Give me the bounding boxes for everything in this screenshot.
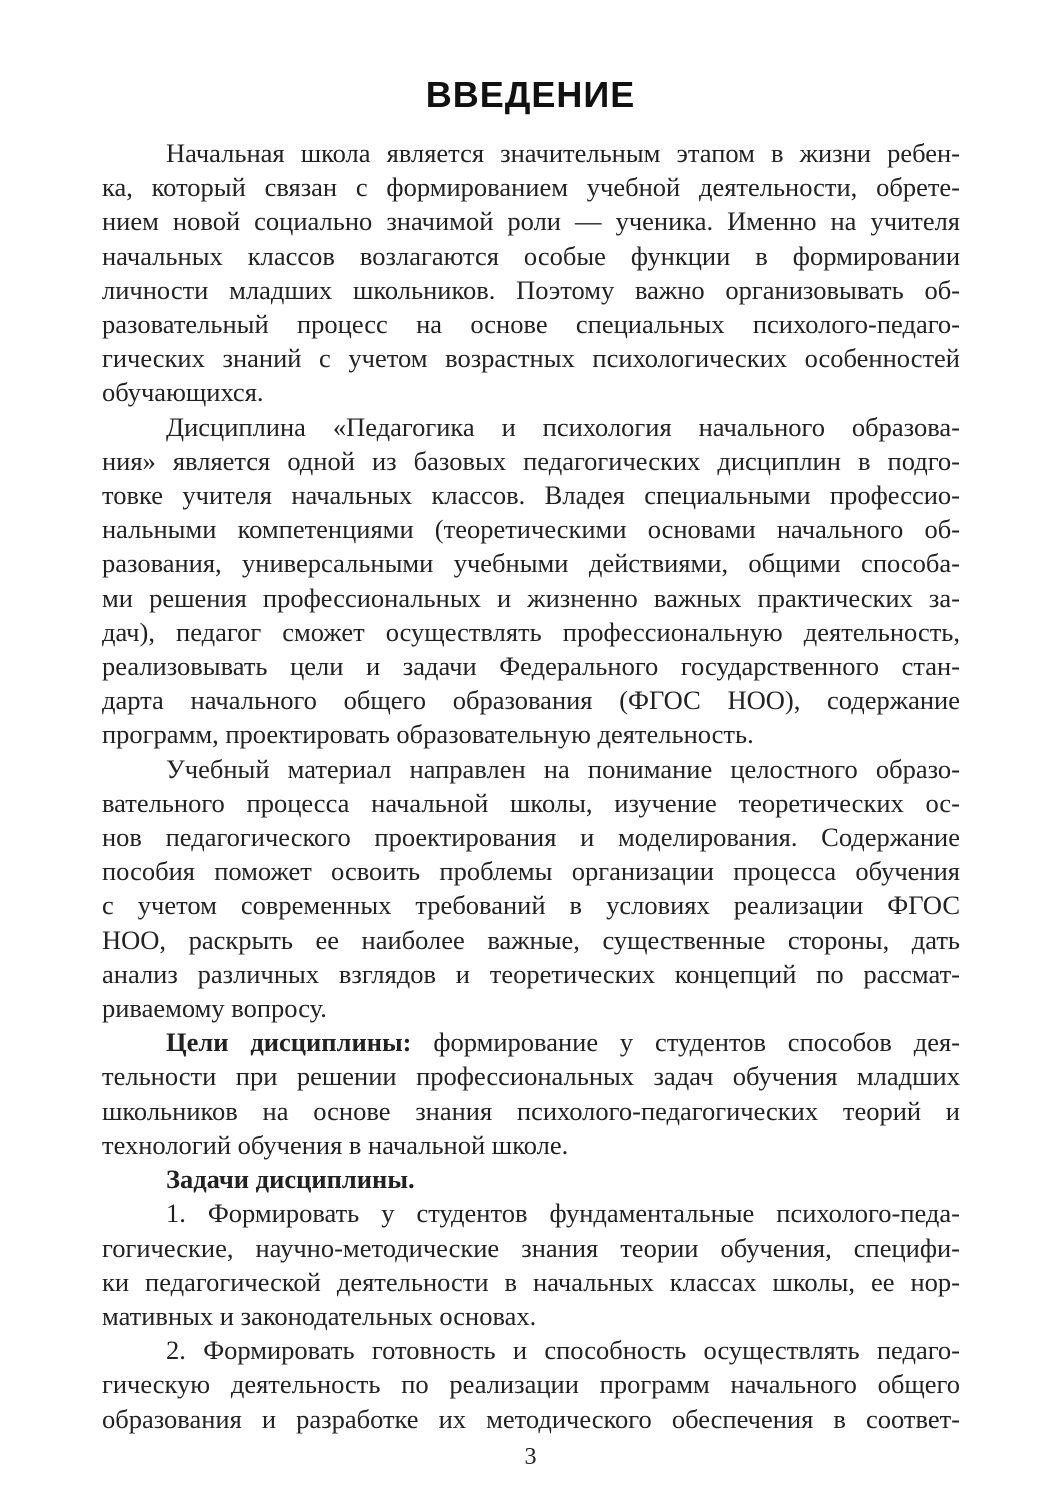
text-line: ка, который связан с формированием учебной деятельности, обрете- [102, 172, 960, 203]
text-line: ки педагогической деятельности в начальных классах школы, ее нор- [102, 1266, 960, 1297]
text-line: тельности при решении профессиональных задач обучения младших [102, 1061, 960, 1092]
text-line: гогические, научно-методические знания теории обучения, специфи- [102, 1232, 960, 1263]
paragraph-discipline [102, 410, 960, 752]
text-line: дач), педагог сможет осуществлять профессиональную деятельность, [102, 616, 960, 647]
text-line: гическую деятельность по реализации программ начального общего [102, 1369, 960, 1400]
text-line: реализовывать цели и задачи Федерального государственного стан- [102, 651, 960, 682]
goals-text: формирование у студентов способов дея- [411, 1027, 960, 1058]
text-line: начальных классов возлагаются особые функции в формировании [102, 240, 960, 271]
text-line: личности младших школьников. Поэтому важно организовывать об- [102, 274, 960, 305]
text-line: Задачи дисциплины. [166, 1164, 415, 1195]
goals-label: Цели дисциплины: [166, 1027, 412, 1058]
text-line: гических знаний с учетом возрастных психологических особенностей [102, 343, 960, 374]
text-line [102, 1025, 960, 1059]
paragraph-intro [102, 136, 960, 410]
text-line: технологий обучения в начальной школе. [102, 1129, 569, 1160]
text-line: ми решения профессиональных и жизненно важных практических за- [102, 582, 960, 613]
text-line: программ, проектировать образовательную деятельность. [102, 719, 754, 750]
body-text [102, 136, 960, 1436]
text-line: обучающихся. [102, 377, 264, 408]
page-number: 3 [524, 1444, 537, 1470]
text-line: вательного процесса начальной школы, изучение теоретических ос- [102, 787, 960, 818]
text-line: Дисциплина «Педагогика и психология начального образова- [166, 411, 960, 442]
text-line: нов педагогического проектирования и моделирования. Содержание [102, 822, 960, 853]
text-line: разовательный процесс на основе специальных психолого-педаго- [102, 309, 960, 340]
text-line: анализ различных взглядов и теоретических концепций по рассмат- [102, 958, 960, 989]
text-line: пособия поможет освоить проблемы организации процесса обучения [102, 856, 960, 887]
text-line: школьников на основе знания психолого-педагогических теорий и [102, 1095, 960, 1126]
paragraph-material [102, 752, 960, 1026]
text-line: 1. Формировать у студентов фундаментальные психолого-педа- [166, 1198, 960, 1229]
text-line: Начальная школа является значительным этапом в жизни ребен- [166, 138, 960, 168]
tasks-heading [102, 1162, 960, 1196]
text-line: нием новой социально значимой роли — ученика. Именно на учителя [102, 206, 960, 237]
text-line: Учебный материал направлен на понимание целостного образо- [166, 753, 960, 784]
text-line: с учетом современных требований в условиях реализации ФГОС [102, 890, 960, 921]
text-line: дарта начального общего образования (ФГОС НОО), содержание [102, 685, 960, 716]
paragraph-goals [102, 1025, 960, 1162]
text-line: разования, универсальными учебными действиями, общими способа- [102, 548, 960, 579]
text-line: нальными компетенциями (теоретическими основами начального об- [102, 514, 960, 545]
page-title: ВВЕДЕНИЕ [425, 74, 636, 115]
text-line: ния» является одной из базовых педагогических дисциплин в подго- [102, 445, 960, 476]
text-line: риваемому вопросу. [102, 993, 327, 1024]
text-line: образования и разработке их методического обеспечения в соответ- [102, 1403, 960, 1434]
text-line: 2. Формировать готовность и способность осуществлять педаго- [166, 1335, 960, 1366]
text-line: товке учителя начальных классов. Владея специальными профессио- [102, 480, 960, 511]
task-item-1 [102, 1196, 960, 1333]
task-item-2 [102, 1333, 960, 1436]
text-line: НОО, раскрыть ее наиболее важные, существенные стороны, дать [102, 924, 960, 955]
text-line: мативных и законодательных основах. [102, 1300, 537, 1331]
